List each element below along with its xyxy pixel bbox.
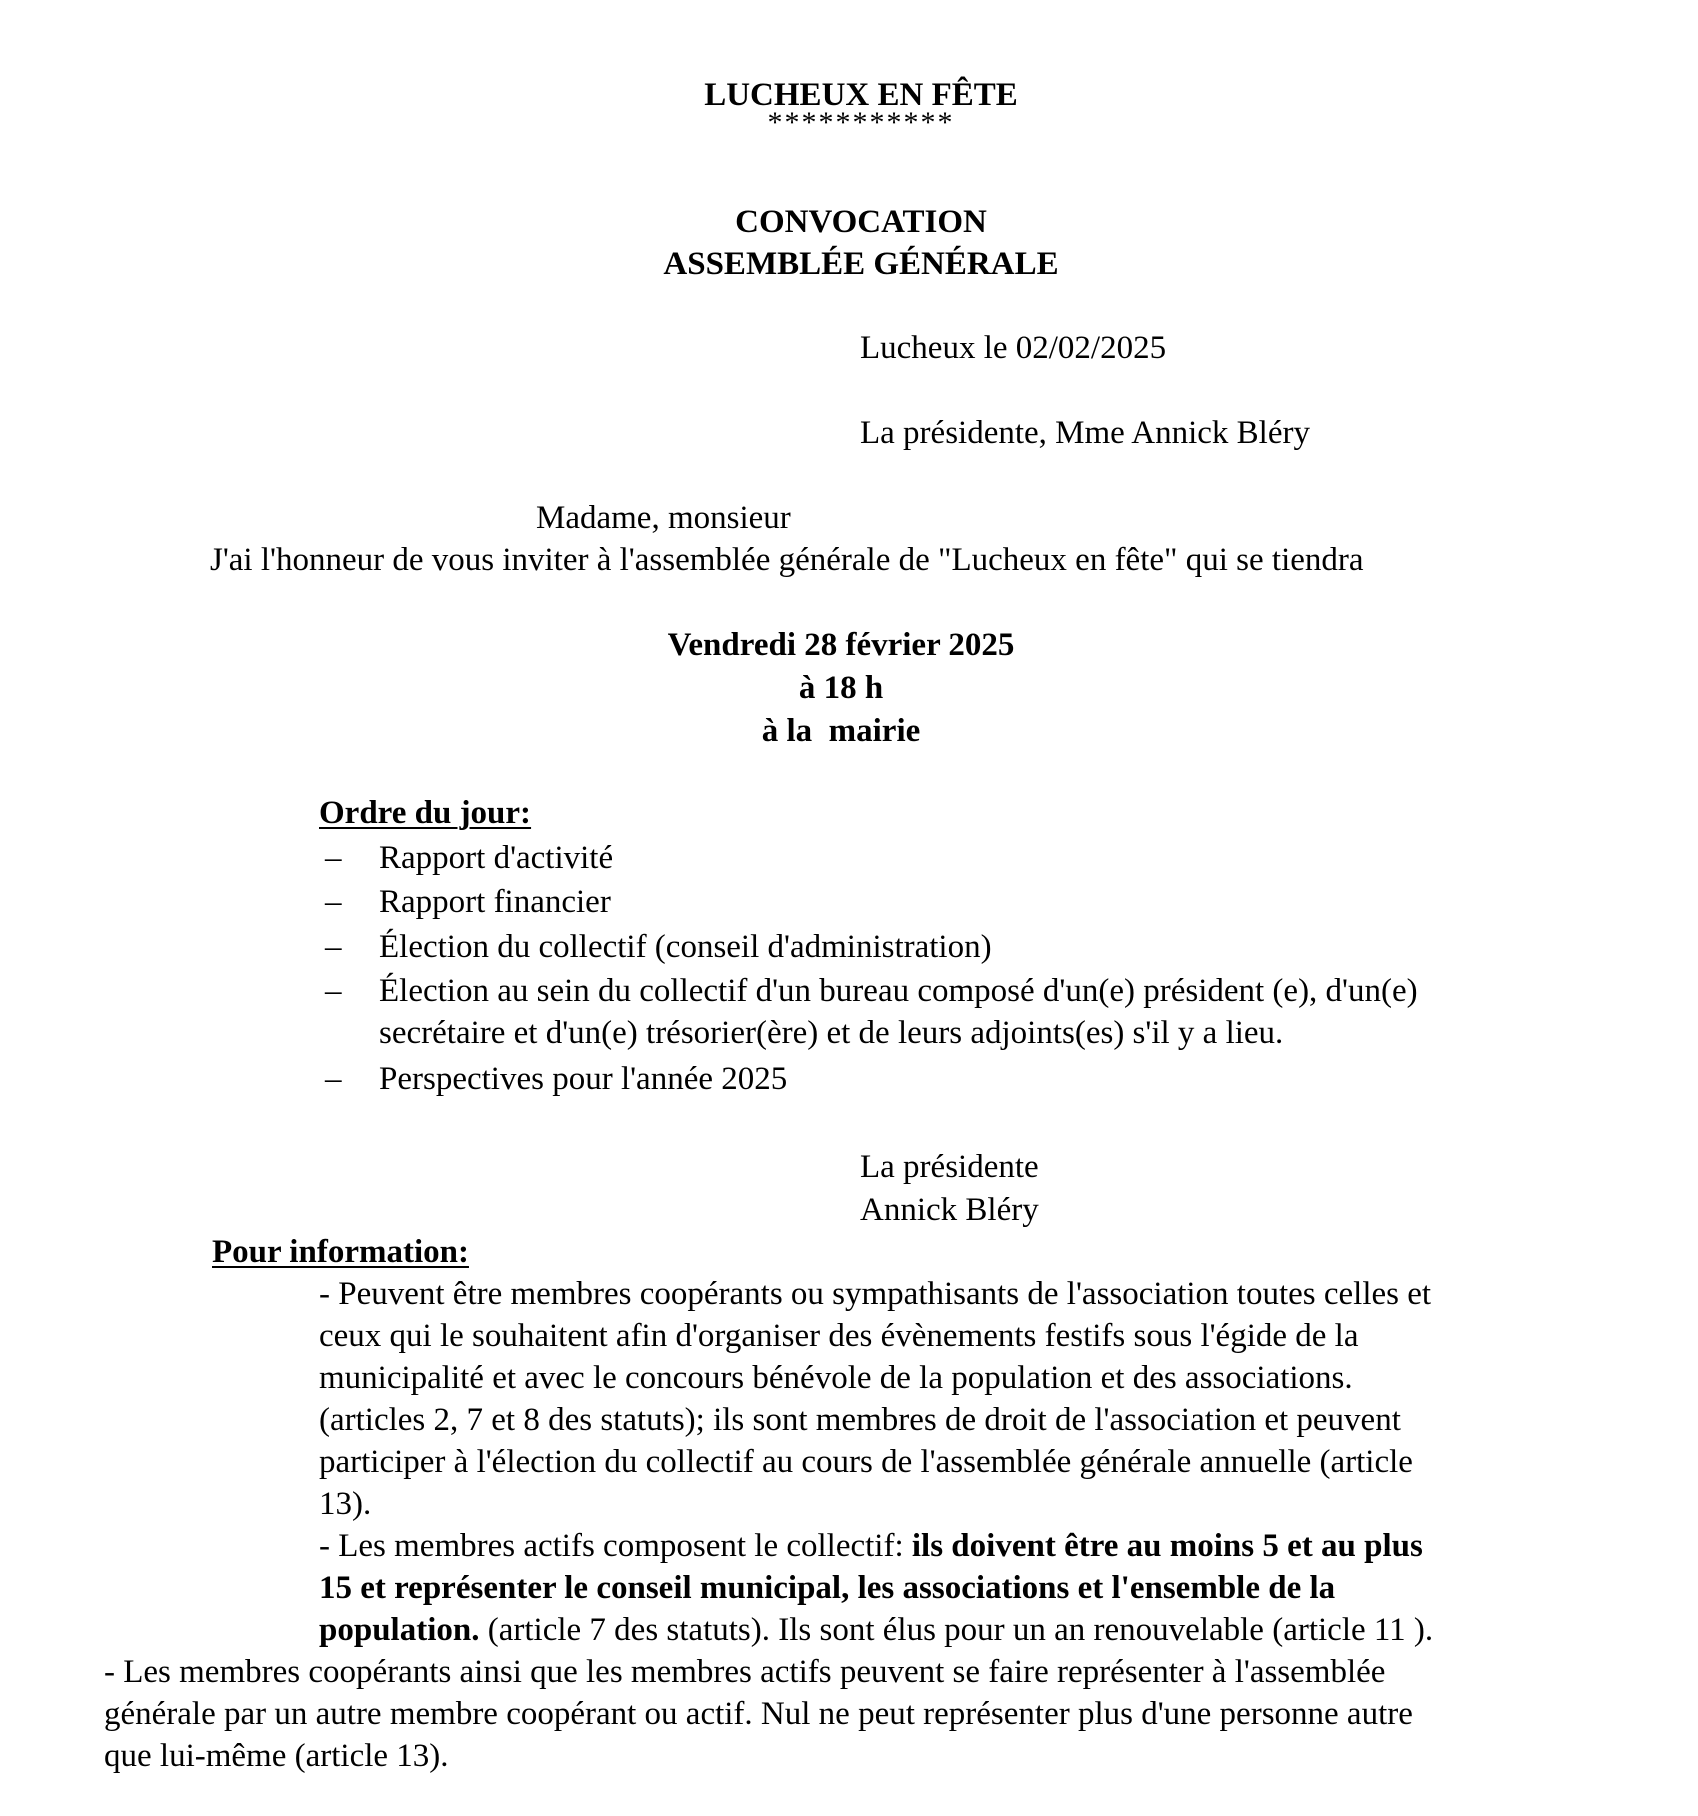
sender-line: La présidente, Mme Annick Bléry xyxy=(860,415,1310,451)
info-emphasis: 15 et représenter le conseil municipal, les associations et l'ensemble de la xyxy=(319,1570,1336,1606)
signature-name: Annick Bléry xyxy=(860,1192,1039,1228)
agenda-bullet: – xyxy=(325,929,342,965)
agenda-bullet: – xyxy=(325,840,342,876)
signature-role: La présidente xyxy=(860,1149,1039,1185)
agenda-bullet: – xyxy=(325,973,342,1009)
title-separator: *********** xyxy=(767,106,955,139)
invitation-text: J'ai l'honneur de vous inviter à l'assemblée générale de "Lucheux en fête" qui se tiendra xyxy=(210,542,1364,578)
info-emphasis: population. xyxy=(319,1612,480,1648)
info-paragraph-members xyxy=(319,1273,1431,1525)
assembly-heading: ASSEMBLÉE GÉNÉRALE xyxy=(663,246,1059,282)
info-line: municipalité et avec le concours bénévole de la population et des associations. xyxy=(319,1360,1353,1396)
agenda-title: Ordre du jour: xyxy=(319,795,532,831)
info-line xyxy=(319,1609,1433,1651)
info-line xyxy=(319,1525,1433,1567)
info-line: participer à l'élection du collectif au cours de l'assemblée générale annuelle (article xyxy=(319,1444,1413,1480)
info-line: - Les membres coopérants ainsi que les membres actifs peuvent se faire représenter à l'assemblée xyxy=(104,1654,1386,1690)
convocation-heading: CONVOCATION xyxy=(735,204,987,240)
association-title: LUCHEUX EN FÊTE xyxy=(704,77,1018,113)
agenda-item: Perspectives pour l'année 2025 xyxy=(379,1061,788,1097)
info-line: (articles 2, 7 et 8 des statuts); ils sont membres de droit de l'association et peuvent xyxy=(319,1402,1401,1438)
agenda-item-continuation: secrétaire et d'un(e) trésorier(ère) et de leurs adjoints(es) s'il y a lieu. xyxy=(379,1015,1284,1051)
meeting-place: à la mairie xyxy=(761,713,921,749)
info-paragraph-active-members xyxy=(319,1525,1433,1651)
place-date: Lucheux le 02/02/2025 xyxy=(860,330,1167,366)
agenda-item: Élection au sein du collectif d'un bureau composé d'un(e) président (e), d'un(e) xyxy=(379,973,1418,1009)
salutation: Madame, monsieur xyxy=(536,500,791,536)
meeting-time: à 18 h xyxy=(798,670,884,706)
agenda-item: Rapport financier xyxy=(379,884,611,920)
info-line: générale par un autre membre coopérant ou actif. Nul ne peut représenter plus d'une personne autre xyxy=(104,1696,1413,1732)
agenda-bullet: – xyxy=(325,884,342,920)
info-title: Pour information: xyxy=(212,1234,469,1270)
agenda-bullet: – xyxy=(325,1061,342,1097)
meeting-date: Vendredi 28 février 2025 xyxy=(667,627,1015,663)
info-line: 13). xyxy=(319,1486,372,1522)
info-text: (article 7 des statuts). Ils sont élus pour un an renouvelable (article 11 ). xyxy=(479,1612,1434,1648)
info-line: - Peuvent être membres coopérants ou sympathisants de l'association toutes celles et xyxy=(319,1276,1432,1312)
agenda-item: Élection du collectif (conseil d'administration) xyxy=(379,929,992,965)
info-line: que lui-même (article 13). xyxy=(104,1738,449,1774)
info-text: - Les membres actifs composent le collectif: xyxy=(319,1528,912,1564)
info-line xyxy=(319,1567,1433,1609)
info-line: ceux qui le souhaitent afin d'organiser des évènements festifs sous l'égide de la xyxy=(319,1318,1359,1354)
info-paragraph-representation xyxy=(104,1651,1413,1777)
info-emphasis: ils doivent être au moins 5 et au plus xyxy=(911,1528,1423,1564)
agenda-item: Rapport d'activité xyxy=(379,840,614,876)
